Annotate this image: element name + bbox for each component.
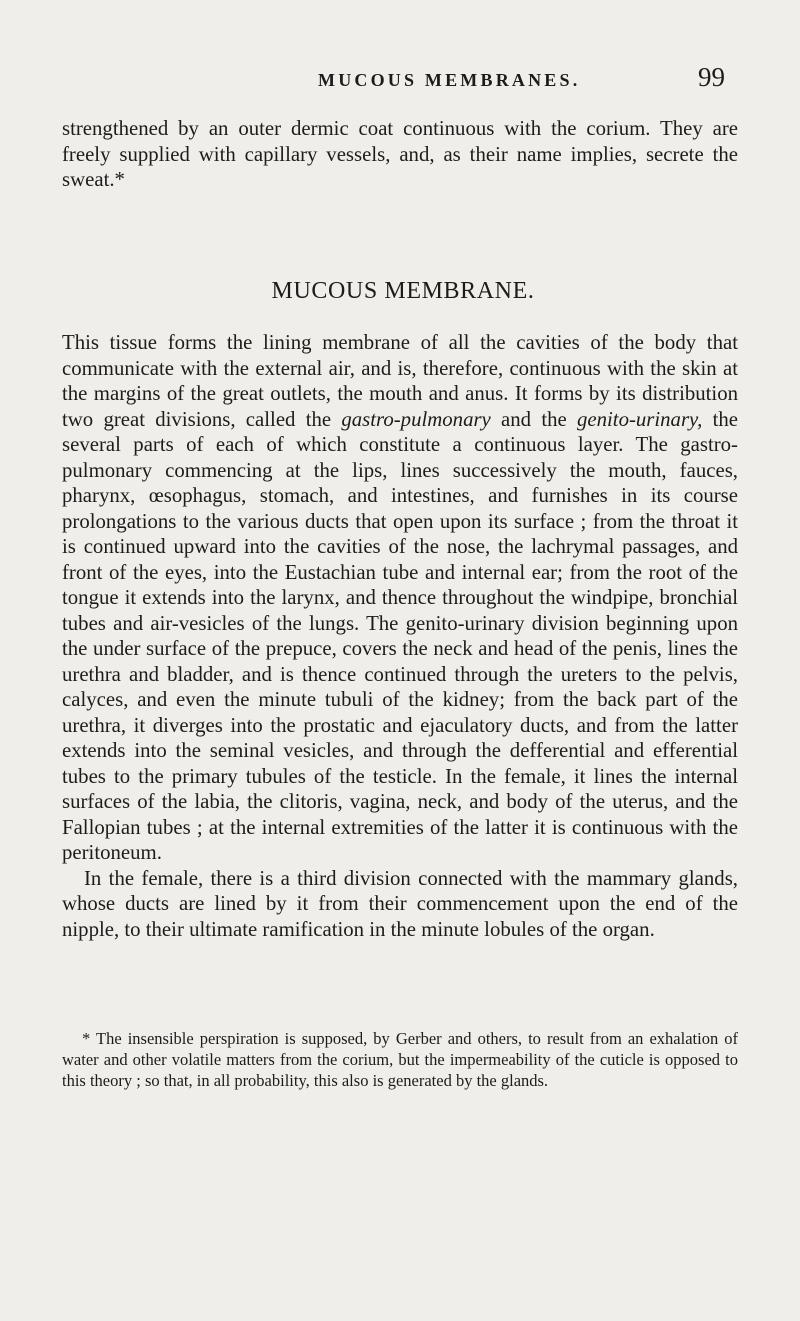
section-title-text: MUCOUS MEMBRANE. xyxy=(271,278,535,304)
intro-paragraph: strengthened by an outer dermic coat continuous with the corium. They are freely supplied with capillary vessels, and, as their name implies, secrete the sweat.* xyxy=(62,117,738,191)
paragraph-lining-membrane xyxy=(62,330,738,866)
main-text xyxy=(62,330,738,942)
paragraph1-part3: the several parts of each of which constitute a continuous layer. The gastro-pulmonary commencing at the lips, lines successively the mouth, fauces, pharynx, œsophagus, stomach, and intestines, and furnishes in its course prolongations to the various ducts that open upon its surface ; from the throat it is continued upward into the cavities of the nose, the lachrymal passages, and front of the eyes, into the Eustachian tube and internal ear; from the root of the tongue it extends into the larynx, and thence throughout the windpipe, bronchial tubes and air-vesicles of the lungs. The genito-urinary division beginning upon the under surface of the prepuce, covers the neck and head of the penis, lines the urethra and bladder, and is thence continued through the ureters to the pelvis, calyces, and even the minute tubuli of the kidney; from the back part of the urethra, it diverges into the prostatic and ejaculatory ducts, and from the latter extends into the seminal vesicles, and through the defferential and efferential tubes to the primary tubules of the testicle. In the female, it lines the internal surfaces of the labia, the clitoris, vagina, neck, and body of the uterus, and the Fallopian tubes ; at the internal extremities of the latter it is continuous with the peritoneum. xyxy=(62,407,738,864)
intro-text xyxy=(62,116,738,193)
paragraph1-part2: and the xyxy=(490,407,577,431)
page-number: 99 xyxy=(698,62,725,92)
footnote: * The insensible perspiration is supposed, by Gerber and others, to result from an exhalation of water and other volatile matters from the corium, but the impermeability of the cuticle is opposed to this theory ; so that, in all probability, this also is generated by the glands. xyxy=(62,1029,738,1090)
section-title xyxy=(0,278,800,305)
term-genito-urinary: genito-urinary, xyxy=(576,407,703,431)
term-gastro-pulmonary: gastro-pulmonary xyxy=(341,407,491,431)
paragraph-mammary-division: In the female, there is a third division connected with the mammary glands, whose ducts are lined by it from their commencement upon the end of the nipple, to their ultimate ramification in the minute lobules of the organ. xyxy=(62,866,738,941)
paragraph1-part1: This tissue forms the lining membrane of all the cavities of the body that communicate with the external air, and is, therefore, continuous with the skin at the margins of the great outlets, the mouth and anus. It forms by its distribution two great divisions, called the xyxy=(62,331,738,431)
running-head: MUCOUS MEMBRANES. xyxy=(318,70,581,90)
